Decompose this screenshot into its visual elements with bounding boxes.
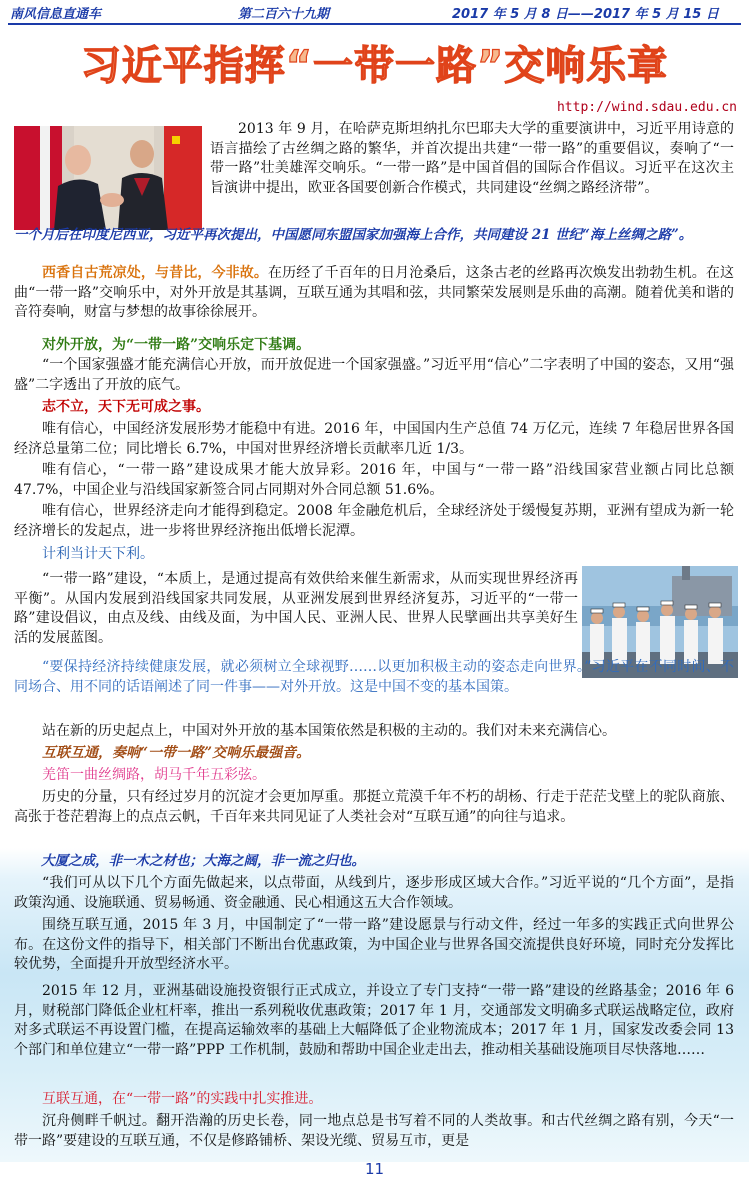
heading-practice: 互联互通，在“一带一路”的实践中扎实推进。 [42,1091,323,1107]
paragraph-vision-document: 围绕互联互通，2015 年 3 月，中国制定了“一带一路”建设愿景与行动文件，经过一年多的实践正式向世界公布。在这份文件的指导下，相关部门不断出台优惠政策，为中国企业与世界各国交流提供良好环境，同时充分发挥比较优势，全面提升开放型经济水平。 [14,917,734,973]
page-number: 11 [364,1160,385,1178]
silk-road-text: 在历经了千百年的日月沧桑后，这条古老的丝路再次焕发出勃勃生机。在这曲“一带一路”交响乐中，对外开放是其基调，互联互通为其唱和弦，共同繁荣发展则是乐曲的高潮。随着优美和谐的音符奏响，财富与梦想的故事徐徐展开。 [14,265,734,321]
paragraph-sinking-boat: 沉舟侧畔千帆过。翻开浩瀚的历史长卷，同一地点总是书写着不同的人类故事。和古代丝绸之路有别，今天“一带一路”要建设的互联互通，不仅是修路铺桥、架设光缆、贸易互市，更是 [14,1113,734,1149]
header-issue: 第二百六十九期 [238,7,330,22]
paragraph-economy: 唯有信心，中国经济发展形势才能稳中有进。2016 年，中国国内生产总值 74 万亿元，连续 7 年稳居世界各国经济总量第二位；同比增长 6.7%，中国对世界经济增长贡献率几近 1/3。 [14,421,734,457]
page-header [0,0,749,22]
paragraph-global-vision-quote: “要保持经济持续健康发展，就必须树立全球视野……以更加积极主动的姿态走向世界。”习近平在不同时间、不同场合、用不同的话语阐述了同一件事——对外开放。这是中国不变的基本国策。 [14,659,734,695]
source-url[interactable]: http://wind.sdau.edu.cn [556,100,737,115]
heading-world-benefit: 计利当计天下利。 [42,546,154,562]
poem-line-1: 西香自古荒凉处，与昔比，今非故。 [42,265,268,281]
paragraph-history-weight: 历史的分量，只有经过岁月的沉淀才会更加厚重。那挺立荒漠千年不朽的胡杨、行走于茫茫戈壁上的驼队商旅、高张于苍茫碧海上的点点云帆，千百年来共同见证了人类社会对“互联互通”的向往与追求。 [14,789,734,825]
heading-connectivity: 互联互通，奏响“一带一路”交响乐最强音。 [42,745,311,761]
paragraph-silk-road [14,264,734,323]
heading-opening-up: 对外开放，为“一带一路”交响乐定下基调。 [42,337,311,353]
heading-ambition: 志不立，天下无可成之事。 [42,399,210,415]
paragraph-five-areas: “我们可从以下几个方面先做起来，以点带面，从线到片，逐步形成区域大合作。”习近平说的“几个方面”，是指政策沟通、设施联通、贸易畅通、资金融通、民心相通这五大合作领域。 [14,875,734,911]
heading-great-building: 大厦之成，非一木之材也；大海之阔，非一流之归也。 [41,853,365,869]
header-publication: 南风信息直通车 [10,7,102,22]
subheading-maritime: 一个月后在印度尼西亚，习近平再次提出，中国愿同东盟国家加强海上合作，共同建设 21 世纪“海上丝绸之路”。 [14,227,693,243]
intro-text: 2013 年 9 月，在哈萨克斯坦纳扎尔巴耶夫大学的重要演讲中，习近平用诗意的语言描绘了古丝绸之路的繁华，并首次提出共建“一带一路”的重要倡议，奏响了“一带一路”壮美雄浑交响乐。“一带一路”是中国首倡的国际合作倡议。习近平在这次主旨演讲中提出，欧亚各国要创新合作模式，共同建设“丝绸之路经济带”。 [210,121,734,196]
paragraph-aiib: 2015 年 12 月，亚洲基础设施投资银行正式成立，并设立了专门支持“一带一路”建设的丝路基金；2016 年 6 月，财税部门降低企业杠杆率，推出一系列税收优惠政策；2017 年 1 月，交通部发文明确多式联运战略定位，政府对多式联运不再设置门槛，在提高运输效率的基础上大幅降低了企业物流成本；2017 年 1 月，国家发改委会同 13 个部门和单位建立“一带一路”PPP 工作机制，鼓励和帮助中国企业走出去，推动相关基础设施项目尽快落地…… [14,983,734,1058]
paragraph-world-economy: 唯有信心，世界经济走向才能得到稳定。2008 年金融危机后，全球经济处于缓慢复苏期，亚洲有望成为新一轮经济增长的发起点，进一步将世界经济拖出低增长泥潭。 [14,503,734,539]
paragraph-belt-road-results: 唯有信心，“一带一路”建设成果才能大放异彩。2016 年，中国与“一带一路”沿线国家营业额占同比总额 47.7%，中国企业与沿线国家新签合同占同期对外合同总额 51.6%。 [14,462,734,498]
header-date-range: 2017 年 5 月 8 日——2017 年 5 月 15 日 [452,7,719,22]
paragraph-confidence: “一个国家强盛才能充满信心开放，而开放促进一个国家强盛。”习近平用“信心”二字表明了中国的姿态，又用“强盛”二字透出了开放的底气。 [14,357,734,393]
paragraph-rebalance: “一带一路”建设，“本质上，是通过提高有效供给来催生新需求，从而实现世界经济再平衡”。从国内发展到沿线国家共同发展，从亚洲发展到世界经济复苏，习近平的“一带一路”建设倡议，由点及线、由线及面，为中国人民、亚洲人民、世界人民擘画出共享美好生活的发展蓝图。 [14,571,578,646]
article-title: 习近平指挥“一带一路”交响乐章 [80,43,669,89]
paragraph-new-starting-point: 站在新的历史起点上，中国对外开放的基本国策依然是积极的主动的。我们对未来充满信心。 [42,723,616,739]
heading-qiang-flute: 羌笛一曲丝绸路，胡马千年五彩弦。 [42,767,266,783]
paragraph-intro [14,120,734,228]
header-divider [8,23,741,25]
